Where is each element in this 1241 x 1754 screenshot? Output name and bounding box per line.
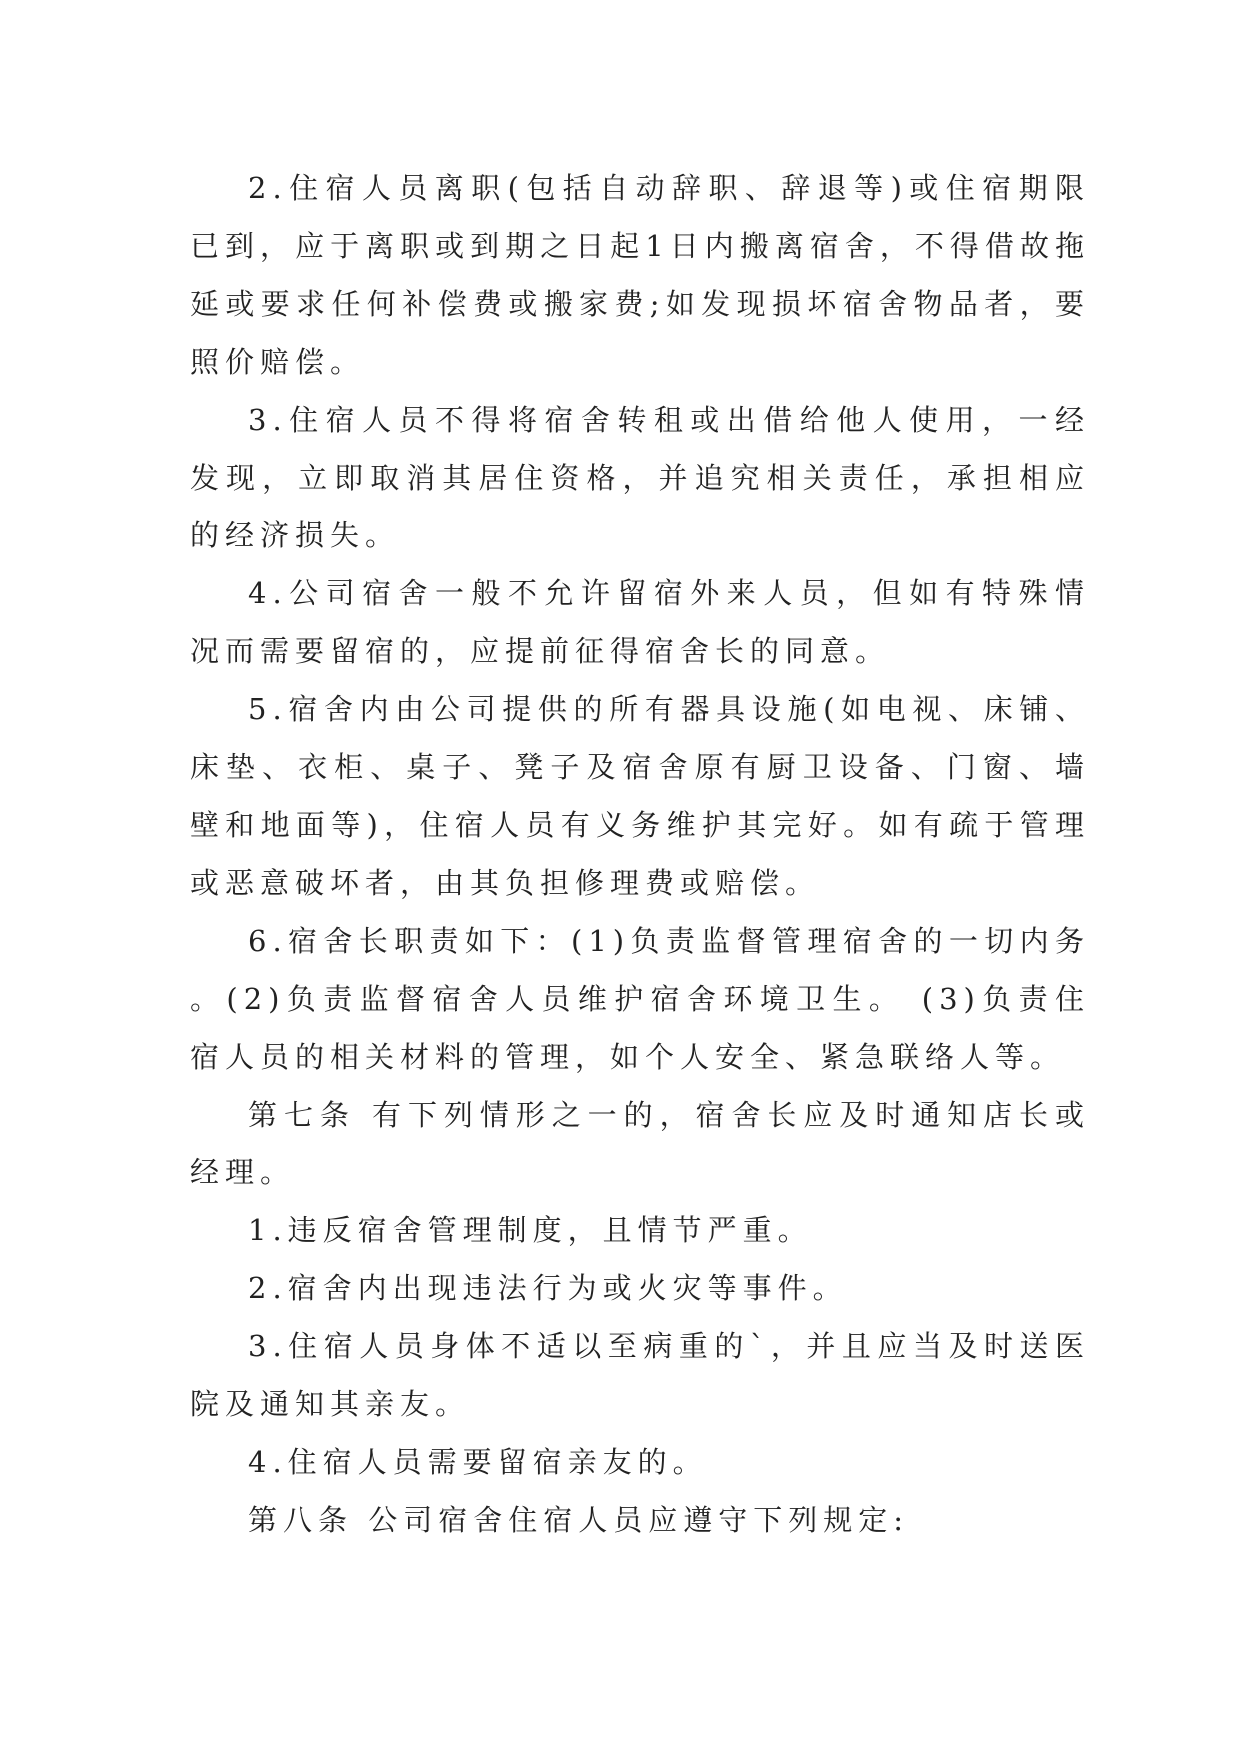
paragraph-clause-2: 2.住宿人员离职(包括自动辞职、辞退等)或住宿期限已到，应于离职或到期之日起1日内搬离宿舍，不得借故拖延或要求任何补偿费或搬家费;如发现损坏宿舍物品者，要照价赔偿。 <box>190 171 1090 379</box>
paragraph-article-7-item-4: 4.住宿人员需要留宿亲友的。 <box>248 1444 708 1479</box>
paragraph-clause-4: 4.公司宿舍一般不允许留宿外来人员，但如有特殊情况而需要留宿的，应提前征得宿舍长的同意。 <box>190 576 1090 669</box>
paragraph-article-8: 第八条 公司宿舍住宿人员应遵守下列规定: <box>248 1502 909 1537</box>
document-body <box>190 160 1090 1550</box>
paragraph-article-7: 第七条 有下列情形之一的，宿舍长应及时通知店长或经理。 <box>190 1097 1090 1190</box>
paragraph-article-7-item-3: 3.住宿人员身体不适以至病重的`，并且应当及时送医院及通知其亲友。 <box>190 1329 1090 1422</box>
paragraph-article-7-item-2: 2.宿舍内出现违法行为或火灾等事件。 <box>248 1271 848 1306</box>
paragraph-article-7-item-1: 1.违反宿舍管理制度，且情节严重。 <box>248 1213 813 1248</box>
paragraph-clause-6: 6.宿舍长职责如下：(1)负责监督管理宿舍的一切内务。(2)负责监督宿舍人员维护宿舍环境卫生。 (3)负责住宿人员的相关材料的管理，如个人安全、紧急联络人等。 <box>190 923 1090 1074</box>
paragraph-clause-3: 3.住宿人员不得将宿舍转租或出借给他人使用，一经发现，立即取消其居住资格，并追究相关责任，承担相应的经济损失。 <box>190 402 1090 553</box>
paragraph-clause-5: 5.宿舍内由公司提供的所有器具设施(如电视、床铺、床垫、衣柜、桌子、凳子及宿舍原有厨卫设备、门窗、墙壁和地面等)，住宿人员有义务维护其完好。如有疏于管理或恶意破坏者，由其负担修理费或赔偿。 <box>190 692 1090 900</box>
